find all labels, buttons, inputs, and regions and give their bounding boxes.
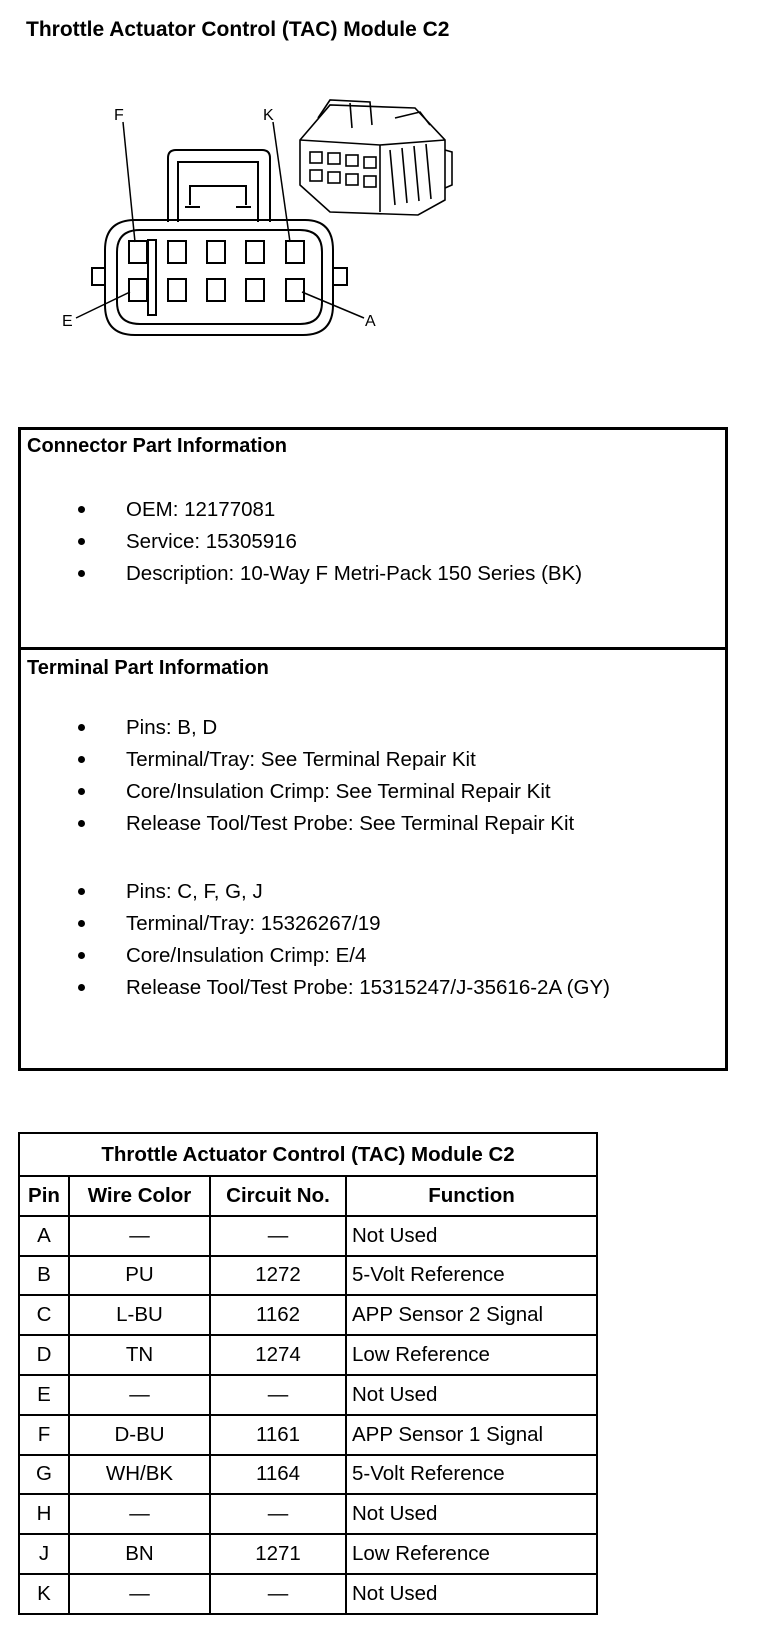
page-title: Throttle Actuator Control (TAC) Module C2	[26, 18, 450, 41]
cell-wire-color: TN	[69, 1335, 210, 1375]
list-item: Core/Insulation Crimp: See Terminal Repair Kit	[21, 776, 574, 808]
cell-circuit-no: —	[210, 1216, 346, 1256]
cell-pin: H	[19, 1494, 69, 1534]
cell-function: 5-Volt Reference	[346, 1256, 597, 1296]
cell-wire-color: PU	[69, 1256, 210, 1296]
connector-part-info	[21, 430, 725, 650]
list-item: OEM: 12177081	[21, 494, 582, 526]
list-item: Release Tool/Test Probe: See Terminal Repair Kit	[21, 808, 574, 840]
table-title: Throttle Actuator Control (TAC) Module C2	[19, 1133, 597, 1176]
cell-circuit-no: 1162	[210, 1295, 346, 1335]
cell-pin: G	[19, 1455, 69, 1495]
cell-wire-color: —	[69, 1494, 210, 1534]
header-circuit-no: Circuit No.	[210, 1176, 346, 1216]
table-row	[19, 1295, 597, 1335]
cell-pin: J	[19, 1534, 69, 1574]
cell-function: 5-Volt Reference	[346, 1455, 597, 1495]
cell-function: Not Used	[346, 1375, 597, 1415]
cell-wire-color: —	[69, 1216, 210, 1256]
table-header-row	[19, 1176, 597, 1216]
header-function: Function	[346, 1176, 597, 1216]
cell-function: Not Used	[346, 1574, 597, 1614]
header-pin: Pin	[19, 1176, 69, 1216]
part-info-box	[18, 427, 728, 1071]
cell-function: Not Used	[346, 1494, 597, 1534]
table-row	[19, 1415, 597, 1455]
table-row	[19, 1375, 597, 1415]
callout-e: E	[62, 313, 73, 330]
cell-pin: D	[19, 1335, 69, 1375]
connector-diagram	[0, 0, 768, 400]
cell-pin: A	[19, 1216, 69, 1256]
table-row	[19, 1494, 597, 1534]
cell-pin: F	[19, 1415, 69, 1455]
list-item: Pins: B, D	[21, 712, 574, 744]
cell-circuit-no: —	[210, 1494, 346, 1534]
cell-function: Not Used	[346, 1216, 597, 1256]
list-item: Service: 15305916	[21, 526, 582, 558]
cell-function: APP Sensor 2 Signal	[346, 1295, 597, 1335]
cell-wire-color: —	[69, 1375, 210, 1415]
callout-k: K	[263, 107, 274, 124]
table-row	[19, 1335, 597, 1375]
callout-f: F	[114, 107, 124, 124]
table-row	[19, 1216, 597, 1256]
cell-circuit-no: 1272	[210, 1256, 346, 1296]
cell-circuit-no: —	[210, 1574, 346, 1614]
list-item: Release Tool/Test Probe: 15315247/J-35616-2A (GY)	[21, 972, 610, 1004]
cell-circuit-no: 1161	[210, 1415, 346, 1455]
connector-info-title: Connector Part Information	[27, 435, 288, 457]
cell-wire-color: D-BU	[69, 1415, 210, 1455]
connector-info-list	[21, 494, 582, 590]
cell-function: Low Reference	[346, 1335, 597, 1375]
cell-circuit-no: —	[210, 1375, 346, 1415]
callout-a: A	[365, 313, 376, 330]
cell-pin: E	[19, 1375, 69, 1415]
table-row	[19, 1534, 597, 1574]
terminal-info-title: Terminal Part Information	[27, 657, 269, 679]
list-item: Description: 10-Way F Metri-Pack 150 Series (BK)	[21, 558, 582, 590]
table-row	[19, 1574, 597, 1614]
cell-wire-color: L-BU	[69, 1295, 210, 1335]
cell-wire-color: BN	[69, 1534, 210, 1574]
cell-function: Low Reference	[346, 1534, 597, 1574]
table-row	[19, 1256, 597, 1296]
table-row	[19, 1455, 597, 1495]
cell-wire-color: —	[69, 1574, 210, 1614]
list-item: Terminal/Tray: 15326267/19	[21, 908, 610, 940]
cell-pin: C	[19, 1295, 69, 1335]
list-item: Terminal/Tray: See Terminal Repair Kit	[21, 744, 574, 776]
cell-wire-color: WH/BK	[69, 1455, 210, 1495]
cell-pin: B	[19, 1256, 69, 1296]
cell-circuit-no: 1271	[210, 1534, 346, 1574]
pinout-table	[18, 1132, 598, 1615]
cell-pin: K	[19, 1574, 69, 1614]
header-wire-color: Wire Color	[69, 1176, 210, 1216]
list-item: Pins: C, F, G, J	[21, 876, 610, 908]
cell-circuit-no: 1274	[210, 1335, 346, 1375]
list-item: Core/Insulation Crimp: E/4	[21, 940, 610, 972]
terminal-info-group-1	[21, 712, 574, 840]
terminal-info-group-2	[21, 876, 610, 1004]
connector-isometric-view	[300, 100, 452, 215]
cell-function: APP Sensor 1 Signal	[346, 1415, 597, 1455]
cell-circuit-no: 1164	[210, 1455, 346, 1495]
